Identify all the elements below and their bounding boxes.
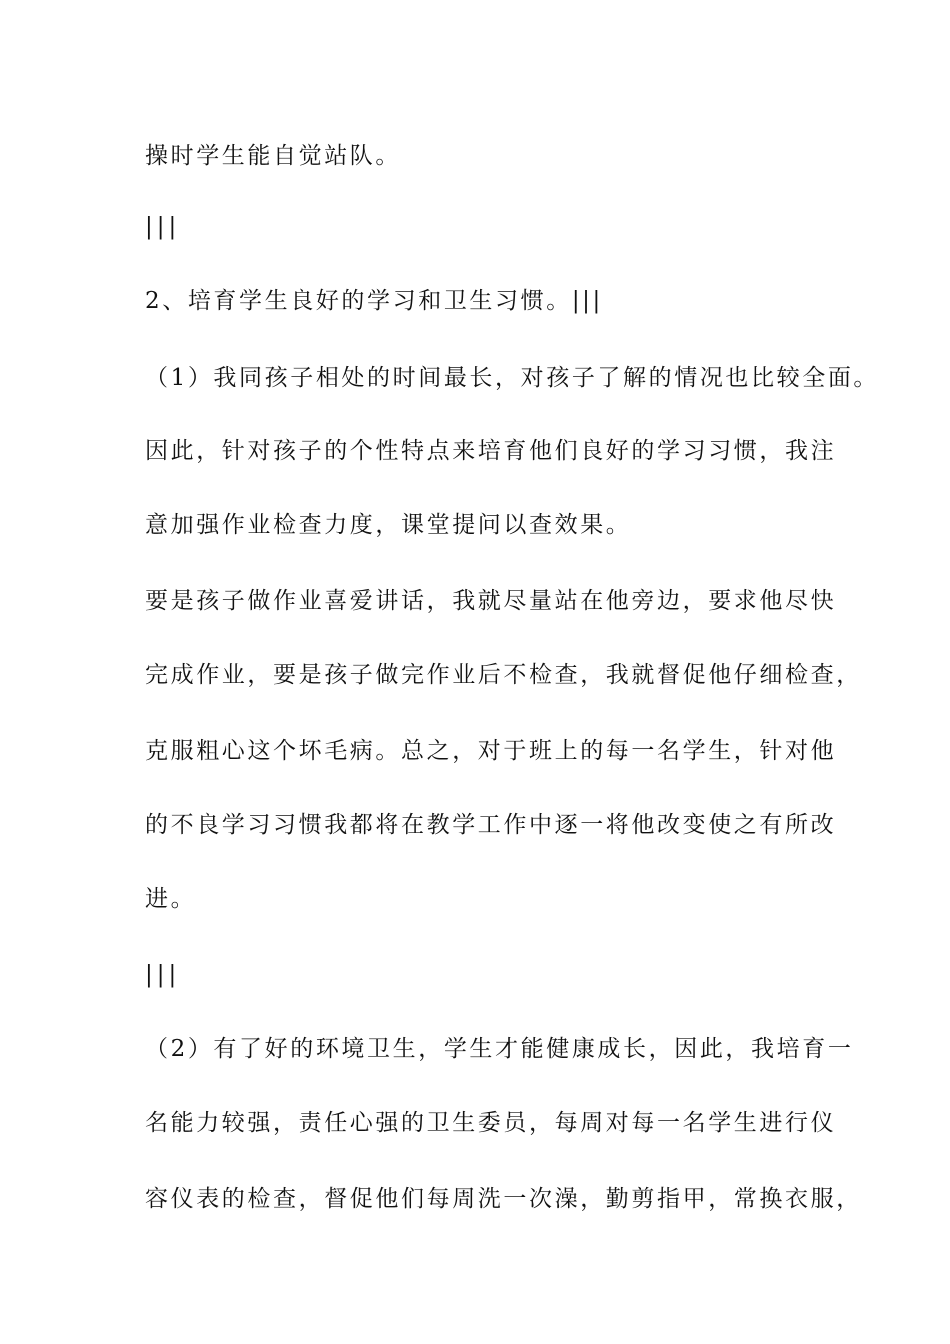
text-line: （1）我同孩子相处的时间最长，对孩子了解的情况也比较全面。	[145, 365, 880, 391]
text-line: 完成作业，要是孩子做完作业后不检查，我就督促他仔细检查，	[145, 662, 862, 688]
text-line: 操时学生能自觉站队。	[145, 143, 401, 169]
text-line: 名能力较强，责任心强的卫生委员，每周对每一名学生进行仪	[145, 1110, 837, 1136]
text-line: （2）有了好的环境卫生，学生才能健康成长，因此，我培育一	[145, 1036, 854, 1062]
separator-line: |||	[145, 214, 181, 240]
text-line: 要是孩子做作业喜爱讲话，我就尽量站在他旁边，要求他尽快	[145, 588, 837, 614]
text-line: 因此，针对孩子的个性特点来培育他们良好的学习习惯，我注	[145, 438, 837, 464]
separator-line: |||	[145, 962, 181, 988]
text-line: 意加强作业检查力度，课堂提问以查效果。	[145, 512, 632, 538]
text-line: 容仪表的检查，督促他们每周洗一次澡，勤剪指甲，常换衣服，	[145, 1186, 862, 1212]
text-line: 克服粗心这个坏毛病。总之，对于班上的每一名学生，针对他	[145, 738, 837, 764]
section-heading: 2、培育学生良好的学习和卫生习惯。|||	[145, 288, 603, 314]
text-line: 的不良学习习惯我都将在教学工作中逐一将他改变使之有所改	[145, 812, 837, 838]
text-line: 进。	[145, 886, 197, 912]
